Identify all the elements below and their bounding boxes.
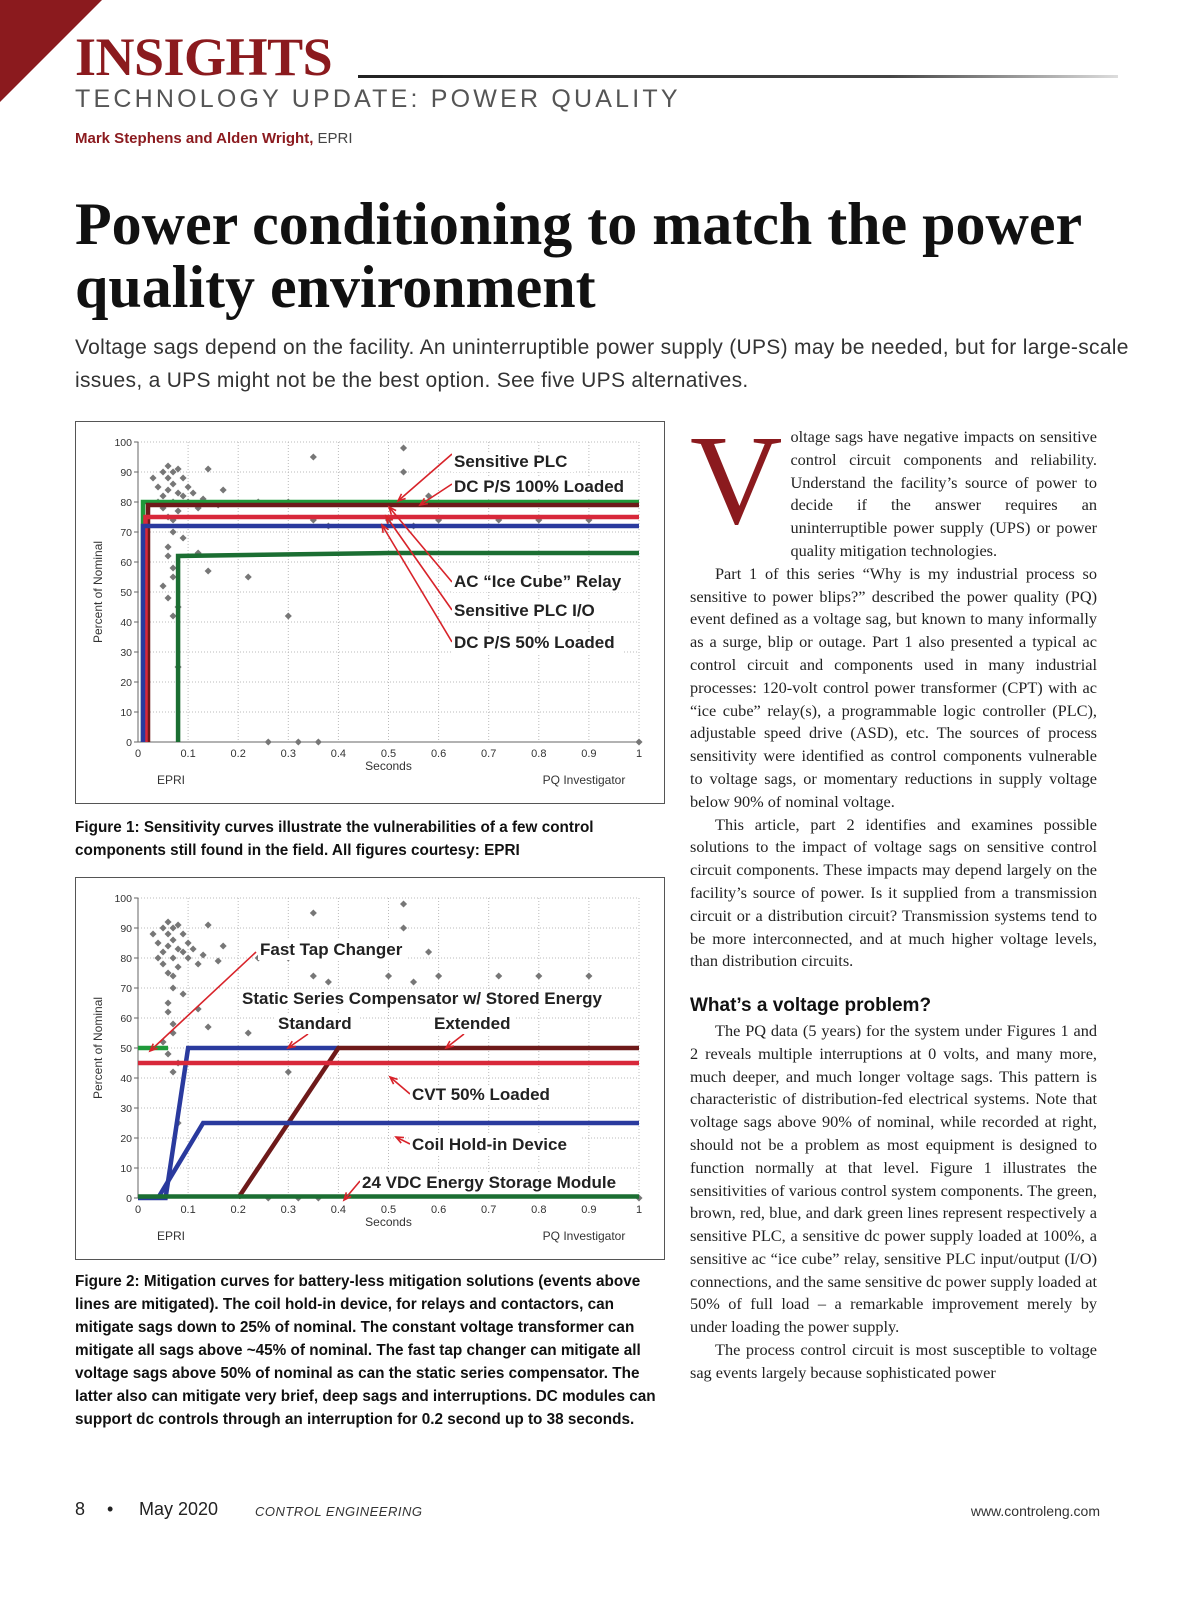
fig2-y-tick-label: 60 [120,1013,132,1025]
fig1-scatter-point [220,486,227,493]
fig2-x-tick-label: 0.5 [380,1204,397,1216]
fig1-scatter-point [165,543,172,550]
section-title: INSIGHTS [75,27,333,87]
fig1-label-arrow [382,525,452,642]
fig1-scatter-point [165,594,172,601]
fig2-scatter-point [185,939,192,946]
fig2-scatter-point [170,1068,177,1075]
fig1-x-axis-label: Seconds [365,759,412,773]
fig2-label: Extended [434,1014,511,1033]
fig1-scatter-point [180,474,187,481]
fig2-scatter-point [200,951,207,958]
fig1-y-tick-label: 60 [120,557,132,569]
website-url[interactable]: www.controleng.com [970,1503,1100,1519]
fig2-scatter-point [285,1068,292,1075]
fig2-scatter-point [170,936,177,943]
fig2-y-tick-label: 30 [120,1103,132,1115]
fig2-scatter-point [175,963,182,970]
figure-1-chart [76,422,666,805]
fig2-scatter-point [205,921,212,928]
fig2-label: Standard [278,1014,352,1033]
section-rule [358,75,1118,78]
fig2-scatter-point [400,900,407,907]
fig2-scatter-point [185,954,192,961]
fig1-scatter-point [285,612,292,619]
fig1-x-tick-label: 0.9 [581,748,597,760]
fig1-scatter-point [400,468,407,475]
fig1-x-tick-label: 0.5 [380,748,397,760]
fig2-x-tick-label: 0.4 [330,1204,347,1216]
fig1-y-axis-label: Percent of Nominal [91,540,105,644]
fig2-scatter-point [165,1050,172,1057]
fig2-scatter-point [585,972,592,979]
fig1-label: Sensitive PLC I/O [454,601,595,620]
deck: Voltage sags depend on the facility. An uninterruptible power supply (UPS) may be needed, but for large-scale issues, a UPS might not be the best option. See five UPS alternatives. [75,336,1129,392]
fig1-y-tick-label: 100 [114,437,132,449]
fig2-y-tick-label: 0 [126,1193,132,1205]
fig2-scatter-point [160,948,167,955]
fig2-label: 24 VDC Energy Storage Module [362,1173,617,1192]
fig2-scatter-point [190,945,197,952]
fig2-scatter-point [535,972,542,979]
fig1-y-tick-label: 50 [120,587,132,599]
byline [75,130,353,147]
fig1-series-2 [146,517,639,742]
paragraph-2: Part 1 of this series “Why is my industrial process so sensitive to power blips?” described the power quality (PQ) event defined as a voltage sag, but known to many informally as a surge, blip or outage. Part 1 also presented a typical ac control circuit and components used in many industrial processes: 120-volt control power transformer (CPT) with ac “ice cube” relay(s), a programmable logic controller (PLC), adjustable speed drive (ASD), etc. The sources of process sensitivity were identified as control components vulnerable to voltage sags, or momentary reductions in supply voltage below 90% of nominal voltage. [690,563,1097,811]
fig2-y-tick-label: 10 [120,1163,132,1175]
paragraph-5: The process control circuit is most susceptible to voltage sag events largely because sophisticated power [690,1340,1097,1382]
fig1-x-tick-label: 0.8 [531,748,547,760]
fig1-y-tick-label: 20 [120,677,132,689]
fig1-label-arrow [398,454,452,501]
fig1-label-arrow [386,516,452,610]
fig1-scatter-point [175,507,182,514]
fig1-y-tick-label: 90 [120,467,132,479]
paragraph-3: This article, part 2 identifies and examines possible solutions to the impact of voltage sags on sensitive control circuit components. These impacts may depend largely on the facility’s source of power. Is it supplied from a transmission circuit or a distribution circuit? Transmission systems tend to be more interconnected, and at much higher voltage levels, than distribution circuits. [690,814,1097,971]
issue-date: May 2020 [139,1499,219,1519]
fig2-x-tick-label: 0.3 [280,1204,296,1216]
drop-cap: V [690,409,783,551]
fig2-scatter-point [165,1008,172,1015]
fig1-scatter-point [170,612,177,619]
fig1-scatter-point [315,738,322,745]
fig2-y-tick-label: 50 [120,1043,132,1055]
fig2-x-tick-label: 0.6 [430,1204,447,1216]
fig1-label: DC P/S 100% Loaded [454,477,625,496]
fig1-y-tick-label: 40 [120,617,132,629]
fig2-label: Coil Hold-in Device [412,1135,567,1154]
paragraph-4: The PQ data (5 years) for the system under Figures 1 and 2 reveals multiple interruptions at 0 volts, and many more, much deeper, and much longer voltage sags. This pattern is characteristic of distribution-fed electrical systems. Note that voltage sags above 90% of nominal, while recorded at right, should not be a problem as most equipment is designed to function normally at that level. Figure 1 illustrates the sensitivities of various control system components. The green, brown, red, blue, and dark green lines represent respectively a sensitive PLC, a sensitive dc power supply loaded at 100%, a sensitive ac “ice cube” relay, sensitive PLC input/output (I/O) connections, and the same sensitive dc power supply loaded at 50% of full load – a remarkable improvement merely by under loading the power supply. [690,1020,1097,1337]
fig1-scatter-point [205,465,212,472]
headline: Power conditioning to match the power quality environment [75,191,1082,320]
fig2-scatter-point [425,948,432,955]
fig2-scatter-point [400,924,407,931]
fig1-scatter-point [185,483,192,490]
figure-2-chart [76,878,666,1261]
fig1-scatter-point [165,462,172,469]
fig1-x-tick-label: 1 [635,748,643,760]
fig1-scatter-point [165,486,172,493]
fig2-y-axis-label: Percent of Nominal [91,996,105,1100]
fig1-scatter-point [400,444,407,451]
fig2-y-tick-label: 20 [120,1133,132,1145]
fig2-label: Fast Tap Changer [260,940,403,959]
fig1-scatter-point [170,480,177,487]
fig1-y-tick-label: 80 [120,497,132,509]
fig2-scatter-point [180,930,187,937]
fig2-scatter-point [165,930,172,937]
fig2-x-tick-label: 0 [134,1204,142,1216]
fig1-series-1 [148,505,639,742]
fig1-scatter-point [160,582,167,589]
fig2-scatter-point [170,984,177,991]
fig1-scatter-point [180,534,187,541]
fig1-scatter-point [295,738,302,745]
fig1-label: Sensitive PLC [454,452,568,471]
fig1-scatter-point [205,567,212,574]
page-footer [75,1499,1100,1525]
subhead: What’s a voltage problem? [690,995,932,1017]
author-affiliation: EPRI [317,130,353,147]
fig2-x-tick-label: 0.2 [230,1204,246,1216]
paragraph-1 [690,409,1097,563]
fig1-x-tick-label: 0.3 [280,748,296,760]
fig2-scatter-point [385,972,392,979]
figure-1 [75,421,665,804]
fig1-x-tick-label: 0.1 [180,748,196,760]
fig2-scatter-point [310,909,317,916]
fig1-x-tick-label: 0.2 [230,748,246,760]
fig2-scatter-point [495,972,502,979]
fig2-scatter-point [149,930,156,937]
figure-2 [75,877,665,1260]
fig1-x-tick-label: 0.7 [481,748,497,760]
fig1-scatter-point [170,528,177,535]
fig2-scatter-point [160,924,167,931]
fig2-x-tick-label: 0.7 [481,1204,497,1216]
fig2-y-tick-label: 80 [120,953,132,965]
paragraph-1-text: oltage sags have negative impacts on sensitive control circuit components and reliability. Understand the facility’s source of power to decide if the answer requires an uninterruptible power supply (UPS) or power quality mitigation technologies. [790,427,1097,560]
fig2-x-axis-label: Seconds [365,1215,412,1229]
fig1-x-tick-label: 0.6 [430,748,447,760]
fig2-scatter-point [165,999,172,1006]
fig1-scatter-point [170,564,177,571]
figure-1-caption: Figure 1: Sensitivity curves illustrate the vulnerabilities of a few control components still found in the field. All figures courtesy: EPRI [75,819,594,859]
fig1-scatter-point [265,738,272,745]
fig2-label-arrow [390,1077,410,1094]
fig1-x-tick-label: 0 [134,748,142,760]
fig2-scatter-point [205,1023,212,1030]
fig2-scatter-point [410,978,417,985]
fig2-scatter-point [155,939,162,946]
fig2-label: Static Series Compensator w/ Stored Energy [242,989,602,1008]
fig1-scatter-point [160,492,167,499]
footer-bullet: • [107,1499,114,1519]
fig2-scatter-point [170,954,177,961]
body-text [690,409,1097,1385]
fig2-footer-right: PQ Investigator [542,1229,626,1243]
fig2-scatter-point [165,918,172,925]
fig2-scatter-point [155,954,162,961]
fig2-footer-left: EPRI [156,1229,186,1243]
fig2-scatter-point [435,972,442,979]
fig2-scatter-point [310,972,317,979]
fig2-x-tick-label: 1 [635,1204,643,1216]
fig1-y-tick-label: 10 [120,707,132,719]
fig1-scatter-point [245,573,252,580]
fig2-scatter-point [165,942,172,949]
fig2-scatter-point [160,960,167,967]
fig2-x-tick-label: 0.8 [531,1204,547,1216]
fig2-scatter-point [215,957,222,964]
fig2-scatter-point [325,978,332,985]
fig1-y-tick-label: 0 [126,737,132,749]
fig1-scatter-point [160,468,167,475]
fig2-y-tick-label: 90 [120,923,132,935]
section-subtitle: TECHNOLOGY UPDATE: POWER QUALITY [75,85,681,113]
fig2-scatter-point [220,942,227,949]
magazine-name: CONTROL ENGINEERING [255,1504,423,1519]
fig2-scatter-point [245,1029,252,1036]
fig1-scatter-point [310,453,317,460]
fig1-label: DC P/S 50% Loaded [454,633,615,652]
fig1-y-tick-label: 30 [120,647,132,659]
fig1-scatter-point [635,738,642,745]
fig1-scatter-point [190,489,197,496]
fig2-x-tick-label: 0.9 [581,1204,597,1216]
fig2-y-tick-label: 100 [114,893,132,905]
fig1-scatter-point [155,483,162,490]
fig2-scatter-point [180,990,187,997]
fig2-x-tick-label: 0.1 [180,1204,196,1216]
author-names: Mark Stephens and Alden Wright, [75,130,314,147]
fig2-label: CVT 50% Loaded [412,1085,550,1104]
fig1-scatter-point [165,474,172,481]
figure-2-caption: Figure 2: Mitigation curves for battery-less mitigation solutions (events above lines are mitigated). The coil hold-in device, for relays and contactors, can mitigate sags down to 25% of nominal. The constant voltage transformer can mitigate all sags above ~45% of nominal. The fast tap changer can mitigate all voltage sags above 50% of nominal as can the static series compensator. The latter also can mitigate very brief, deep sags and interruptions. DC modules can support dc controls through an interruption for 0.2 second up to 38 seconds. [75,1273,656,1428]
fig1-footer-left: EPRI [156,773,186,787]
fig1-x-tick-label: 0.4 [330,748,347,760]
fig2-y-tick-label: 40 [120,1073,132,1085]
fig1-scatter-point [170,573,177,580]
fig1-label: AC “Ice Cube” Relay [454,572,622,591]
fig1-scatter-point [165,552,172,559]
fig1-y-tick-label: 70 [120,527,132,539]
fig2-scatter-point [195,960,202,967]
fig1-scatter-point [149,474,156,481]
fig1-footer-right: PQ Investigator [542,773,626,787]
page-number: 8 [75,1499,86,1519]
fig2-y-tick-label: 70 [120,983,132,995]
